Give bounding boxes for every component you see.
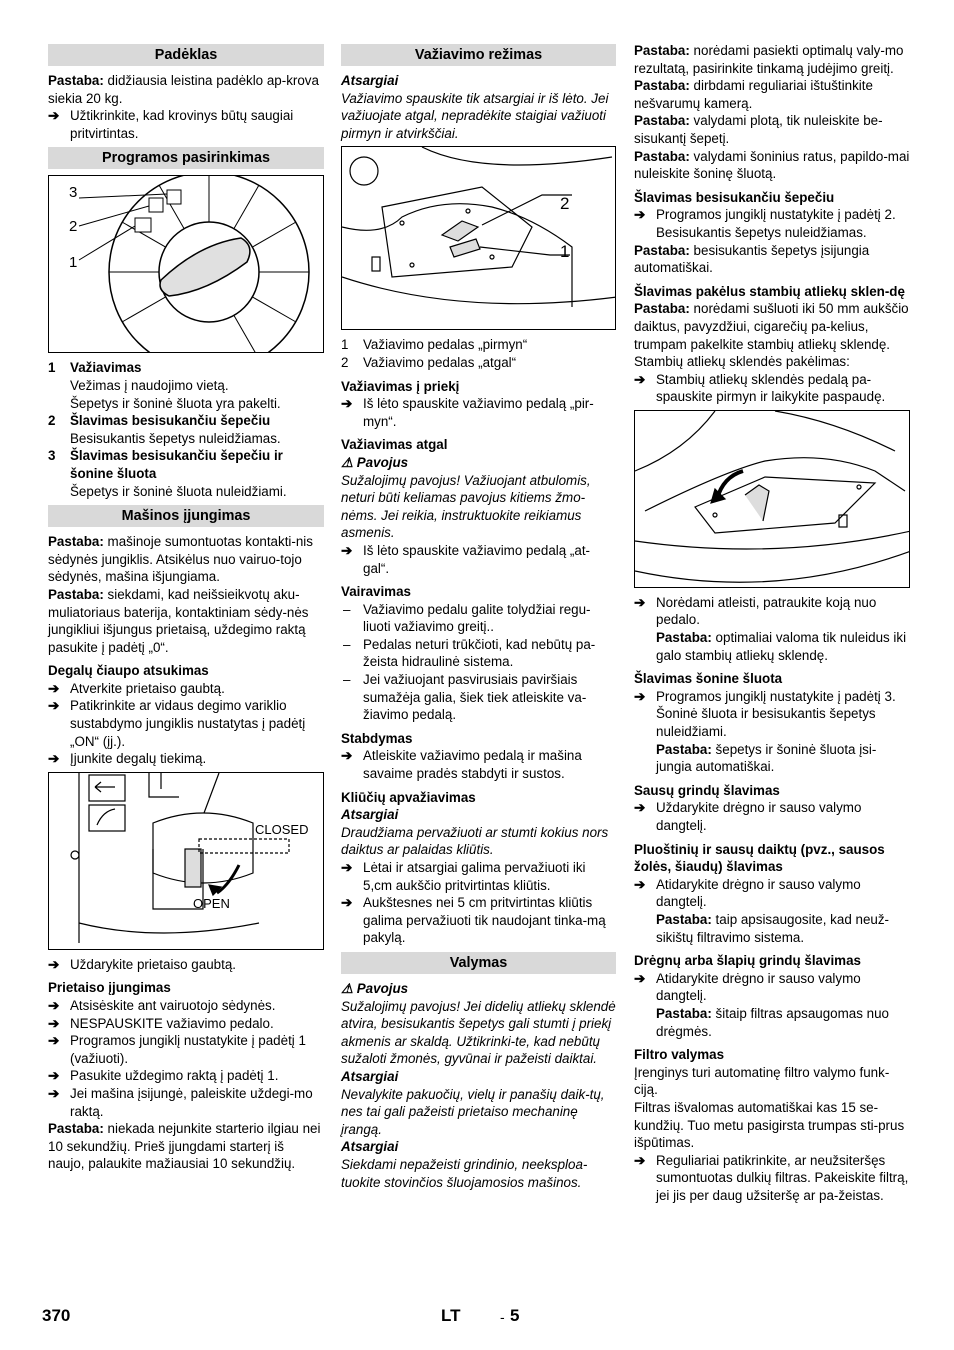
section-title-cleaning: Valymas: [341, 952, 616, 974]
note: Pastaba: niekada nejunkite starterio ilgiau nei 10 sekundžių. Prieš įjungdami starterį iš naujo, palaukite mažiausiai 10 sekundžių.: [48, 1121, 321, 1172]
text: Filtras išvalomas automatiškai kas 15 se-kundžių. Tuo metu pasigirsta trumpas sti-prus išpūtimas.: [634, 1099, 905, 1151]
danger-label: ⚠ Pavojus: [341, 980, 409, 996]
caution-label: Atsargiai: [341, 807, 399, 823]
step: ➔ Pasukite uždegimo raktą į padėtį 1.: [48, 1067, 324, 1085]
fuel-tap-illustration: [49, 773, 324, 949]
step: ➔ Iš lėto spauskite važiavimo pedalą „at-gal“.: [341, 542, 616, 577]
page-number: 370: [42, 1306, 71, 1325]
subheading: Degalų čiaupo atsukimas: [48, 663, 209, 679]
step: ➔ Užtikrinkite, kad krovinys būtų saugiai pritvirtintas.: [48, 107, 324, 142]
list-item: 3 Šlavimas besisukančiu šepečiu ir šonine šluota: [48, 448, 283, 481]
section-title-program: Programos pasirinkimas: [48, 147, 324, 169]
step: ➔ Lėtai ir atsargiai galima pervažiuoti iki 5,cm aukščio pritvirtintas kliūtis.: [341, 859, 616, 894]
warning-triangle-icon: ⚠: [341, 454, 354, 470]
step: ➔ Uždarykite drėgno ir sauso valymo dangtelį.: [634, 799, 910, 834]
step: ➔ Patikrinkite ar vidaus degimo variklio sustabdymo jungiklis nustatytas į padėtį „ON“ (įj.).: [48, 697, 324, 750]
list-desc: Šepetys ir šoninė šluota yra pakelti.: [70, 395, 281, 411]
chapter-page-number: 5: [510, 1306, 520, 1325]
drive-pedal-illustration: [342, 147, 616, 329]
dash-item: – Pedalas neturi trūkčioti, kad nebūtų pa-žeista hidraulinė sistema.: [341, 636, 616, 671]
text: Įrenginys turi automatinę filtro valymo funk-ciją.: [634, 1064, 890, 1098]
text: Stambių atliekų sklendės pakėlimas:: [634, 354, 850, 370]
step: ➔ Programos jungiklį nustatykite į padėtį 2. Besisukantis šepetys nuleidžiamas.: [634, 206, 910, 241]
note: Pastaba: dirbdami reguliariai ištuštinkite nešvarumų kamerą.: [634, 78, 873, 111]
column-1: [48, 44, 324, 1173]
step: ➔ Atidarykite drėgno ir sauso valymo dangtelį.: [634, 876, 910, 911]
danger-text: Sužalojimų pavojus! Jei didelių atliekų sklendė atvira, besisukantis šepetys gali stumti į priekį akmenis ar skaldą. Užtikrinki-te, kad nebūtų sužaloti žmonės, gyvūnai ir pažeisti daiktai.: [341, 998, 616, 1067]
step: ➔ Jei mašina įsijungė, paleiskite uždegi-mo raktą.: [48, 1085, 324, 1120]
step: ➔ Stambių atliekų sklendės pedalą pa-spauskite pirmyn ir laikykite paspaudę.: [634, 371, 910, 406]
section-title-padeklas: Padėklas: [48, 44, 324, 66]
label-open: OPEN: [193, 895, 230, 911]
note: Pastaba: mašinoje sumontuotas kontakti-nis sėdynės jungiklis. Atsikėlus nuo vairuo-tojo sėdynės, mašina išjungiama.: [48, 534, 313, 585]
language-code: LT: [441, 1306, 461, 1325]
caution-text: Važiavimo spauskite tik atsargiai ir iš lėto. Jei važiuojate atgal, nepradėkite staigiai važiuoti pirmyn ir atvirkščiai.: [341, 90, 609, 141]
subheading: Filtro valymas: [634, 1047, 725, 1063]
subheading: Šlavimas besisukančiu šepečiu: [634, 189, 835, 205]
note: Pastaba: didžiausia leistina padėklo ap-krova siekia 20 kg.: [48, 73, 319, 106]
section-title-start: Mašinos įjungimas: [48, 505, 324, 527]
note: Pastaba: besisukantis šepetys įsijungia automatiškai.: [634, 242, 870, 276]
note: Pastaba: norėdami sušluoti iki 50 mm aukščio daiktus, pavyzdžiui, cigarečių pa-kelius, trumpam pakelkite stambių atliekų sklendę.: [634, 301, 909, 352]
callout-1: 1: [69, 254, 78, 272]
list-desc: Šepetys ir šoninė šluota nuleidžiami.: [70, 483, 287, 499]
step: ➔ NESPAUSKITE važiavimo pedalo.: [48, 1015, 324, 1033]
step: ➔ Įjunkite degalų tiekimą.: [48, 750, 324, 768]
subheading: Vairavimas: [341, 584, 411, 600]
step: ➔ Iš lėto spauskite važiavimo pedalą „pir-myn“.: [341, 395, 616, 430]
note: Pastaba: valydami plotą, tik nuleiskite be-sisukantį šepetį.: [634, 113, 883, 146]
list-desc: Besisukantis šepetys nuleidžiamas.: [70, 430, 281, 446]
callout-3: 3: [69, 184, 78, 202]
danger-label: ⚠ Pavojus: [341, 454, 409, 470]
callout-2: 2: [69, 218, 78, 236]
section-title-drive: Važiavimo režimas: [341, 44, 616, 66]
callout-1: 1: [560, 242, 570, 262]
step: ➔ Reguliariai patikrinkite, ar neužsiteršęs sumontuotas dulkių filtras. Pakeiskite filtrą, jei jis per daug užsiteršę ar pa-žeistas.: [634, 1152, 910, 1205]
subheading: Stabdymas: [341, 730, 413, 746]
note: Pastaba: šepetys ir šoninė šluota įsi-jungia automatiškai.: [656, 741, 877, 775]
fuel-tap-figure: [48, 772, 324, 950]
step: ➔ Programos jungiklį nustatykite į padėtį 3. Šoninė šluota ir besisukantis šepetys nuleidžiami.: [634, 688, 910, 741]
warning-triangle-icon: ⚠: [341, 980, 354, 996]
subheading: Kliūčių apvažiavimas: [341, 789, 476, 805]
subheading: Šlavimas šonine šluota: [634, 671, 783, 687]
list-item: 1 Važiavimas: [48, 360, 142, 376]
footer-separator: -: [500, 1309, 505, 1325]
subheading: Važiavimas į priekį: [341, 378, 460, 394]
caution-text: Siekdami nepažeisti grindinio, neeksploa-tuokite stovinčios šluojamosios mašinos.: [341, 1156, 588, 1190]
list-item: 2 Šlavimas besisukančiu šepečiu: [48, 413, 271, 429]
list-item: 2 Važiavimo pedalas „atgal“: [341, 354, 517, 370]
column-3: [634, 42, 910, 1204]
subheading: Drėgnų arba šlapių grindų šlavimas: [634, 953, 861, 969]
dash-item: – Važiavimo pedalu galite tolydžiai regu-liuoti važiavimo greitį..: [341, 601, 616, 636]
program-selector-figure: [48, 175, 324, 353]
list-item: 1 Važiavimo pedalas „pirmyn“: [341, 337, 528, 353]
note: Pastaba: optimaliai valoma tik nuleidus iki galo stambių atliekų sklendę.: [656, 630, 907, 663]
flap-pedal-figure: [634, 410, 910, 588]
step: ➔ Atsisėskite ant vairuotojo sėdynės.: [48, 997, 324, 1015]
step: ➔ Atleiskite važiavimo pedalą ir mašina savaime pradės stabdyti ir sustos.: [341, 747, 616, 782]
note: Pastaba: norėdami pasiekti optimalų valy-mo rezultatą, pasirinkite tinkamą judėjimo greitį.: [634, 43, 904, 76]
note: Pastaba: siekdami, kad neišsieikvotų aku-muliatoriaus baterija, kontaktiniam sėdy-nės jungikliui išjungus prietaisą, uždegimo raktą pasukite į padėtį „0“.: [48, 586, 309, 655]
column-2: [341, 44, 616, 1191]
subheading: Važiavimas atgal: [341, 437, 448, 453]
drive-pedal-figure: [341, 146, 616, 330]
subheading: Šlavimas pakėlus stambių atliekų sklen-dę: [634, 283, 905, 299]
step: ➔ Uždarykite prietaiso gaubtą.: [48, 956, 324, 974]
danger-text: Sužalojimų pavojus! Važiuojant atbulomis, neturi būti keliamas pavojus kitiems žmo-nėms. Jei reikia, instruktuokite reikiamus asmenis.: [341, 472, 591, 541]
caution-text: Nevalykite pakuočių, vielų ir panašių daik-tų, nes tai gali pažeisti prietaiso mechaninę įrangą.: [341, 1086, 605, 1137]
program-dial-illustration: [49, 176, 324, 352]
subheading: Sausų grindų šlavimas: [634, 782, 780, 798]
step: ➔ Atidarykite drėgno ir sauso valymo dangtelį.: [634, 970, 910, 1005]
note: Pastaba: valydami šoninius ratus, papildo-mai nuleiskite šoninę šluotą.: [634, 148, 910, 182]
step: ➔ Aukštesnes nei 5 cm pritvirtintas kliūtis galima pervažiuoti tik naudojant tinka-mą pakylą.: [341, 894, 616, 947]
list-desc: Vežimas į naudojimo vietą.: [70, 377, 229, 393]
step: ➔ Programos jungiklį nustatykite į padėtį 1 (važiuoti).: [48, 1032, 324, 1067]
label-closed: CLOSED: [255, 821, 309, 837]
note: Pastaba: šitaip filtras apsaugomas nuo drėgmės.: [656, 1005, 889, 1039]
note: Pastaba: taip apsisaugosite, kad neuž-sikištų filtravimo sistema.: [656, 911, 889, 945]
subheading: Pluoštinių ir sausų daiktų (pvz., sausos žolės, šiaudų) šlavimas: [634, 841, 885, 875]
caution-label: Atsargiai: [341, 73, 399, 88]
step: ➔ Norėdami atleisti, patraukite koją nuo pedalo.: [634, 594, 910, 629]
caution-label: Atsargiai: [341, 1068, 399, 1084]
subheading: Prietaiso įjungimas: [48, 980, 171, 996]
callout-2: 2: [560, 194, 570, 214]
dash-item: – Jei važiuojant pasvirusiais paviršiais sumažėja galia, šiek tiek atleiskite va-žiavimo pedalą.: [341, 671, 616, 724]
caution-text: Draudžiama pervažiuoti ar stumti kokius nors daiktus ar palaidas kliūtis.: [341, 824, 609, 858]
step: ➔ Atverkite prietaiso gaubtą.: [48, 680, 324, 698]
caution-label: Atsargiai: [341, 1139, 399, 1155]
flap-pedal-illustration: [635, 411, 910, 587]
